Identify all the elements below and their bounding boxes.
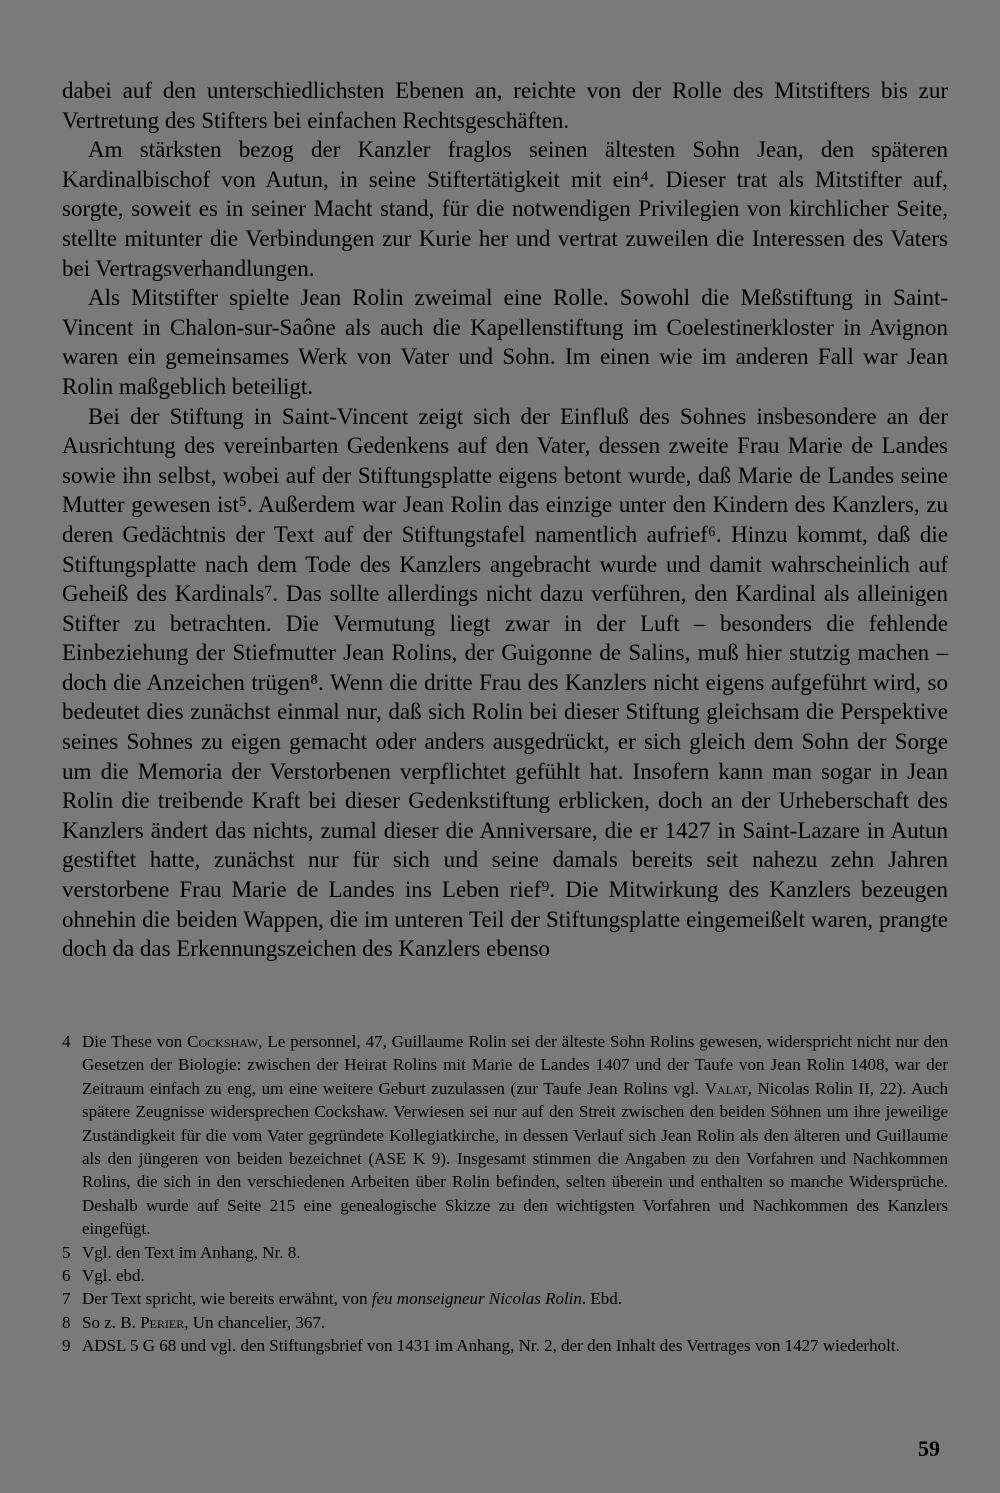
footnote-number: 5	[62, 1242, 71, 1262]
footnotes	[62, 1030, 948, 1358]
paragraph-1: dabei auf den unterschiedlichsten Ebenen an, reichte von der Rolle des Mitstifters bis zur Vertretung des Stifters bei einfachen Rechtsgeschäften.	[62, 78, 948, 133]
footnote-5	[62, 1241, 948, 1264]
footnote-author: Perier	[140, 1312, 185, 1332]
footnote-number: 7	[62, 1289, 71, 1309]
paragraph-3: Als Mitstifter spielte Jean Rolin zweimal eine Rolle. Sowohl die Meßstiftung in Saint-Vincent in Chalon-sur-Saône als auch die Kapellenstiftung im Coelestinerkloster in Avignon waren ein gemeinsames Werk von Vater und Sohn. Im einen wie im anderen Fall war Jean Rolin maßgeblich beteiligt.	[62, 285, 948, 399]
paragraph-2: Am stärksten bezog der Kanzler fraglos seinen ältesten Sohn Jean, den späteren Kardinalbischof von Autun, in seine Stiftertätigkeit mit ein⁴. Dieser trat als Mitstifter auf, sorgte, soweit es in seiner Macht stand, für die notwendigen Privilegien von kirchlicher Seite, stellte mitunter die Verbindungen zur Kurie her und vertrat zuweilen die Interessen des Vaters bei Vertragsverhandlungen.	[62, 137, 948, 281]
footnote-number: 9	[62, 1336, 71, 1356]
footnote-text: , Un chancelier, 367.	[184, 1312, 326, 1332]
footnote-text: Vgl. den Text im Anhang, Nr. 8.	[82, 1242, 301, 1262]
footnote-text: , Nicolas Rolin II, 22). Auch spätere Zeugnisse widersprechen Cockshaw. Verwiesen sei nur auf den Streit zwischen den beiden Söhnen um ihre jeweilige Zuständigkeit für die vom Vater gegründete Kollegiatkirche, in dessen Verlauf sich Jean Rolin als den älteren und Guillaume als den jüngeren von beiden bezeichnet (ASE K 9). Insgesamt stimmen die Angaben zu den Vorfahren und Nachkommen Rolins, die sich in den verschiedenen Arbeiten über Rolin befinden, selten überein und enthalten so manche Widersprüche. Deshalb wurde auf Seite 215 eine genealogische Skizze zu den wichtigsten Vorfahren und Nachkommen des Kanzlers eingefügt.	[82, 1078, 948, 1239]
main-text	[62, 76, 948, 964]
footnote-author: Valat	[704, 1078, 748, 1098]
footnote-4	[62, 1030, 948, 1241]
footnote-number: 8	[62, 1312, 71, 1332]
footnote-text: Vgl. ebd.	[82, 1266, 145, 1286]
footnote-author: Cockshaw	[187, 1032, 259, 1051]
footnote-9	[62, 1334, 948, 1357]
footnote-text: ADSL 5 G 68 und vgl. den Stiftungsbrief von 1431 im Anhang, Nr. 2, der den Inhalt des Vertrages von 1427 wiederholt.	[82, 1336, 900, 1356]
footnote-text: Die These von	[82, 1032, 188, 1051]
footnote-number: 4	[62, 1032, 71, 1051]
footnote-text: , Le personnel, 47, Guillaume Rolin sei der älteste Sohn Rolins gewesen, widerspricht nicht nur den Gesetzen der Biologie: zwischen der Heirat Rolins mit Marie de Landes 1407 und der Taufe von Jean Rolin 1408, war der Zeitraum einfach zu eng, um eine weitere Geburt zuzulassen (zur Taufe Jean Rolins vgl.	[82, 1032, 948, 1098]
footnote-text: So z. B.	[82, 1312, 141, 1332]
footnote-text: Der Text spricht, wie bereits erwähnt, von	[82, 1289, 372, 1309]
footnote-7	[62, 1287, 948, 1310]
footnote-text: . Ebd.	[581, 1289, 623, 1309]
footnote-italic-quote: feu monseigneur Nicolas Rolin	[371, 1289, 582, 1309]
paragraph-4: Bei der Stiftung in Saint-Vincent zeigt sich der Einfluß des Sohnes insbesondere an der Ausrichtung des vereinbarten Gedenkens auf den Vater, dessen zweite Frau Marie de Landes sowie ihn selbst, wobei auf der Stiftungsplatte eigens betont wurde, daß Marie de Landes seine Mutter gewesen ist⁵. Außerdem war Jean Rolin das einzige unter den Kindern des Kanzlers, zu deren Gedächtnis der Text auf der Stiftungstafel namentlich aufrief⁶. Hinzu kommt, daß die Stiftungsplatte nach dem Tode des Kanzlers angebracht wurde und damit wahrscheinlich auf Geheiß des Kardinals⁷. Das sollte allerdings nicht dazu verführen, den Kardinal als alleinigen Stifter zu betrachten. Die Vermutung liegt zwar in der Luft – besonders die fehlende Einbeziehung der Stiefmutter Jean Rolins, der Guigonne de Salins, muß hier stutzig machen – doch die Anzeichen trügen⁸. Wenn die dritte Frau des Kanzlers nicht eigens aufgeführt wird, so bedeutet dies zunächst einmal nur, daß sich Rolin bei dieser Stiftung gleichsam die Perspektive seines Sohnes zu eigen gemacht oder anders ausgedrückt, er sich gleich dem Sohn der Sorge um die Memoria der Verstorbenen verpflichtet gefühlt hat. Insofern kann man sogar in Jean Rolin die treibende Kraft bei dieser Gedenkstiftung erblicken, doch an der Urheberschaft des Kanzlers ändert das nichts, zumal dieser die Anniversare, die er 1427 in Saint-Lazare in Autun gestiftet hatte, zunächst nur für sich und seine damals bereits seit nahezu zehn Jahren verstorbene Frau Marie de Landes ins Leben rief⁹. Die Mitwirkung des Kanzlers bezeugen ohnehin die beiden Wappen, die im unteren Teil der Stiftungsplatte eingemeißelt waren, prangte doch da das Erkennungszeichen des Kanzlers ebenso	[62, 403, 948, 962]
footnote-8	[62, 1311, 948, 1334]
footnote-number: 6	[62, 1266, 71, 1286]
footnote-6	[62, 1264, 948, 1287]
page-number: 59	[918, 1436, 940, 1461]
